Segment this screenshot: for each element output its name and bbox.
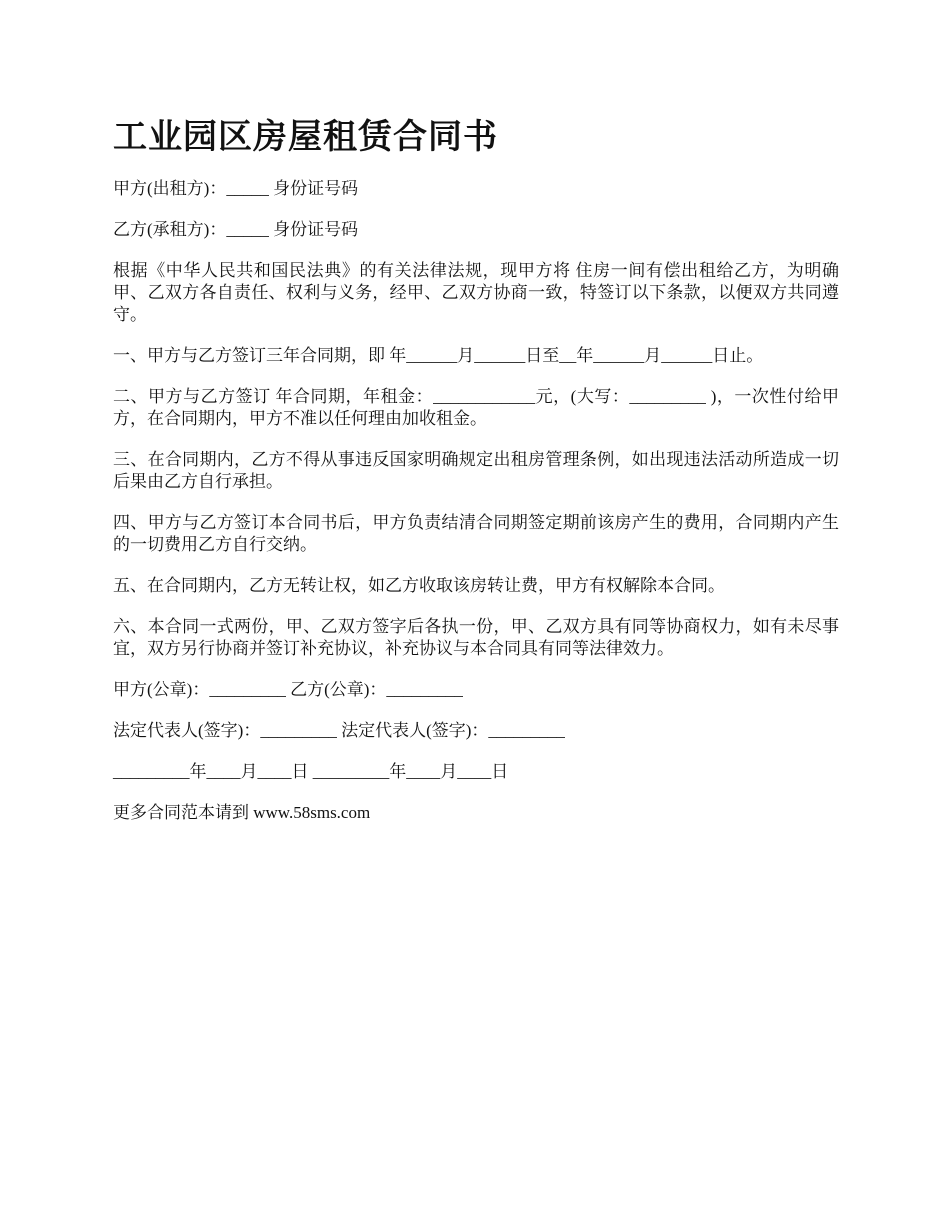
representative-signature-line: 法定代表人(签字)：_________ 法定代表人(签字)：_________	[113, 721, 565, 740]
party-b-line: 乙方(承租方)：_____ 身份证号码	[113, 220, 359, 239]
footer-note: 更多合同范本请到 www.58sms.com	[113, 803, 371, 822]
contract-page	[113, 108, 839, 843]
date-line: _________年____月____日 _________年____月____日	[113, 762, 509, 781]
preamble-paragraph: 根据《中华人民共和国民法典》的有关法律法规，现甲方将 住房一间有偿出租给乙方，为明确甲、乙双方各自责任、权利与义务，经甲、乙双方协商一致，特签订以下条款，以便双方共同遵守。	[113, 261, 839, 324]
page-title: 工业园区房屋租赁合同书	[113, 117, 498, 157]
clause-5: 五、在合同期内，乙方无转让权，如乙方收取该房转让费，甲方有权解除本合同。	[113, 576, 725, 595]
clause-6: 六、本合同一式两份，甲、乙双方签字后各执一份，甲、乙双方具有同等协商权力，如有未尽事宜，双方另行协商并签订补充协议，补充协议与本合同具有同等法律效力。	[113, 617, 839, 658]
clause-3: 三、在合同期内，乙方不得从事违反国家明确规定出租房管理条例，如出现违法活动所造成一切后果由乙方自行承担。	[113, 450, 839, 491]
clause-4: 四、甲方与乙方签订本合同书后，甲方负责结清合同期签定期前该房产生的费用，合同期内产生的一切费用乙方自行交纳。	[113, 513, 839, 554]
seal-line: 甲方(公章)：_________ 乙方(公章)：_________	[113, 680, 463, 699]
clause-1: 一、甲方与乙方签订三年合同期，即 年______月______日至__年______月______日止。	[113, 346, 764, 365]
party-a-line: 甲方(出租方)：_____ 身份证号码	[113, 179, 359, 198]
clause-2: 二、甲方与乙方签订 年合同期，年租金：____________元，(大写：_________ )，一次性付给甲方，在合同期内，甲方不准以任何理由加收租金。	[113, 387, 839, 428]
